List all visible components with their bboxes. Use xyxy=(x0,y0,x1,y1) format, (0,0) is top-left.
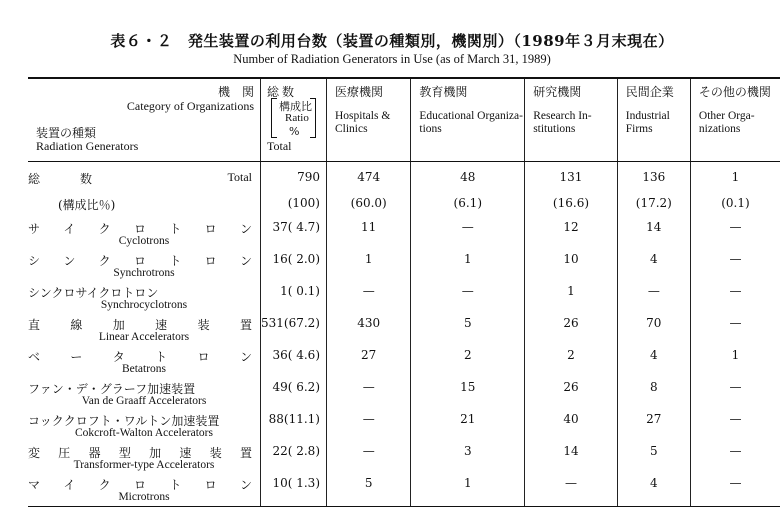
ratio-total-cell: (100) xyxy=(261,194,327,218)
generator-name-char: ン xyxy=(239,222,252,236)
table-row xyxy=(28,378,780,410)
value-cell: 10 xyxy=(525,250,618,282)
value-cell: — xyxy=(690,474,780,507)
generator-name-en: Transformer-type Accelerators xyxy=(73,459,215,471)
value-cell: — xyxy=(690,314,780,346)
org-header-jp: 民間企業 xyxy=(625,85,674,99)
value-cell: 474 xyxy=(327,162,411,195)
value-cell: 2 xyxy=(525,346,618,378)
generator-name-char: シンクロサイクロトロン xyxy=(28,286,159,300)
total-cell: 36( 4.6) xyxy=(261,346,327,378)
value-cell: 27 xyxy=(617,410,690,442)
value-cell: 11 xyxy=(327,218,411,250)
generator-name-en: Synchrocyclotrons xyxy=(100,299,188,311)
value-cell: — xyxy=(411,218,525,250)
table-row xyxy=(28,250,780,282)
generator-name-char: サ xyxy=(28,222,41,236)
value-cell: 26 xyxy=(525,314,618,346)
value-cell: — xyxy=(690,218,780,250)
generator-name-char: タ xyxy=(112,350,125,364)
percent-label: % xyxy=(289,125,300,138)
value-cell: — xyxy=(690,250,780,282)
table-row xyxy=(28,282,780,314)
generator-name-char: ト xyxy=(169,254,182,268)
value-cell: — xyxy=(525,474,618,507)
total-cell: 790 xyxy=(261,162,327,195)
row-label xyxy=(28,474,261,507)
value-cell: 12 xyxy=(525,218,618,250)
total-cell: 10( 1.3) xyxy=(261,474,327,507)
generator-name-char: ン xyxy=(239,254,252,268)
generator-name-char: 型 xyxy=(118,446,131,460)
generator-name-char: 速 xyxy=(155,318,168,332)
generator-label-jp: 装置の種類 xyxy=(36,126,97,140)
value-cell: 1 xyxy=(525,282,618,314)
org-header-industrial xyxy=(617,78,690,162)
organization-label-en: Category of Organizations xyxy=(126,99,254,113)
generator-name-char: ロ xyxy=(197,350,210,364)
value-cell: — xyxy=(690,410,780,442)
org-header-research xyxy=(525,78,618,162)
value-cell: — xyxy=(617,282,690,314)
generator-name-char: ロ xyxy=(133,478,146,492)
table-row xyxy=(28,346,780,378)
ratio-label-jp: 構成比 xyxy=(279,100,312,113)
total-label-jp: 総 数 xyxy=(28,172,107,186)
org-header-en: Research In- stitutions xyxy=(533,110,592,135)
generator-name-char: 置 xyxy=(239,318,252,332)
ratio-cell: (0.1) xyxy=(690,194,780,218)
value-cell: 15 xyxy=(411,378,525,410)
row-label xyxy=(28,218,261,250)
generator-name-en: Cokcroft-Walton Accelerators xyxy=(75,427,213,439)
value-cell: 5 xyxy=(617,442,690,474)
org-header-en: Industrial Firms xyxy=(625,110,670,135)
category-header xyxy=(28,78,261,162)
value-cell: — xyxy=(690,442,780,474)
value-cell: 131 xyxy=(525,162,618,195)
generator-name-char: ク xyxy=(98,222,111,236)
org-header-other xyxy=(690,78,780,162)
org-header-jp: 医療機関 xyxy=(335,85,384,99)
generator-name-char: シ xyxy=(28,254,41,268)
total-cell: 22( 2.8) xyxy=(261,442,327,474)
generator-name-char: イ xyxy=(63,222,76,236)
generator-name-char: コッククロフト・ワルトン加速装置 xyxy=(28,414,220,428)
generator-name-char: 直 xyxy=(28,318,41,332)
org-header-en: Other Orga- nizations xyxy=(698,110,755,135)
total-label-jp: 総数 xyxy=(267,85,298,99)
table-subtitle: Number of Radiation Generators in Use (as of March 31, 1989) xyxy=(233,52,551,66)
table-row xyxy=(28,442,780,474)
org-header-en: Educational Organiza- tions xyxy=(419,110,523,135)
value-cell: — xyxy=(411,282,525,314)
org-header-hospitals xyxy=(327,78,411,162)
total-cell: 49( 6.2) xyxy=(261,378,327,410)
value-cell: 21 xyxy=(411,410,525,442)
total-header xyxy=(261,78,327,162)
value-cell: 1 xyxy=(327,250,411,282)
value-cell: 136 xyxy=(617,162,690,195)
org-header-en: Hospitals & Clinics xyxy=(335,110,391,135)
value-cell: — xyxy=(327,410,411,442)
total-label-en: Total xyxy=(227,170,252,184)
generator-name-char: ロ xyxy=(133,222,146,236)
value-cell: 5 xyxy=(327,474,411,507)
generator-name-char: ン xyxy=(239,478,252,492)
generator-name-char: ファン・デ・グラーフ加速装置 xyxy=(28,382,196,396)
table-row xyxy=(28,314,780,346)
generator-label-en: Radiation Generators xyxy=(36,139,139,153)
ratio-cell: (17.2) xyxy=(617,194,690,218)
total-cell: 531(67.2) xyxy=(261,314,327,346)
total-cell: 88(11.1) xyxy=(261,410,327,442)
row-label xyxy=(28,194,261,218)
generator-name-char: イ xyxy=(63,478,76,492)
row-label xyxy=(28,442,261,474)
generator-name-char: 速 xyxy=(179,446,192,460)
value-cell: 26 xyxy=(525,378,618,410)
value-cell: 1 xyxy=(690,346,780,378)
generator-name-char: ロ xyxy=(204,478,217,492)
generator-name-char: ン xyxy=(63,254,76,268)
value-cell: — xyxy=(690,282,780,314)
value-cell: 430 xyxy=(327,314,411,346)
value-cell: 8 xyxy=(617,378,690,410)
table-body xyxy=(28,162,780,507)
org-header-jp: 研究機関 xyxy=(533,85,582,99)
ratio-label: (構成比％) xyxy=(58,198,116,212)
generator-name-char: 置 xyxy=(239,446,252,460)
row-label xyxy=(28,346,261,378)
value-cell: 4 xyxy=(617,474,690,507)
generator-name-en: Microtrons xyxy=(118,491,170,503)
total-cell: 16( 2.0) xyxy=(261,250,327,282)
value-cell: 5 xyxy=(411,314,525,346)
generator-name-char: ト xyxy=(155,350,168,364)
generator-name-char: ベ xyxy=(28,350,41,364)
generator-name-char: 装 xyxy=(197,318,210,332)
radiation-generators-table xyxy=(28,77,780,507)
ratio-label-en: Ratio xyxy=(285,112,309,124)
table-row xyxy=(28,410,780,442)
row-label xyxy=(28,282,261,314)
generator-name-en: Cyclotrons xyxy=(118,235,170,247)
value-cell: 40 xyxy=(525,410,618,442)
row-label xyxy=(28,250,261,282)
row-label xyxy=(28,410,261,442)
value-cell: 2 xyxy=(411,346,525,378)
value-cell: — xyxy=(327,442,411,474)
value-cell: 14 xyxy=(617,218,690,250)
bracket-left xyxy=(271,98,277,138)
generator-name-char: 線 xyxy=(70,318,83,332)
ratio-cell: (6.1) xyxy=(411,194,525,218)
value-cell: 14 xyxy=(525,442,618,474)
value-cell: — xyxy=(327,378,411,410)
generator-name-char: ト xyxy=(169,478,182,492)
table-row xyxy=(28,474,780,507)
value-cell: 1 xyxy=(411,250,525,282)
generator-name-char: ン xyxy=(239,350,252,364)
org-header-jp: その他の機関 xyxy=(698,85,771,99)
generator-name-char: ー xyxy=(70,350,83,364)
organization-label-jp: 機 関 xyxy=(217,85,254,99)
ratio-cell: (16.6) xyxy=(525,194,618,218)
generator-name-en: Van de Graaff Accelerators xyxy=(81,395,207,407)
value-cell: 4 xyxy=(617,346,690,378)
generator-name-char: ク xyxy=(98,478,111,492)
value-cell: 48 xyxy=(411,162,525,195)
total-label-en: Total xyxy=(267,139,292,153)
generator-name-en: Synchrotrons xyxy=(113,267,175,279)
value-cell: 3 xyxy=(411,442,525,474)
value-cell: — xyxy=(690,378,780,410)
org-header-educational xyxy=(411,78,525,162)
generator-name-char: ク xyxy=(98,254,111,268)
generator-name-char: マ xyxy=(28,478,41,492)
generator-name-char: 器 xyxy=(88,446,101,460)
org-header-jp: 教育機関 xyxy=(419,85,468,99)
total-row xyxy=(28,162,780,195)
generator-name-char: ロ xyxy=(204,222,217,236)
value-cell: 1 xyxy=(690,162,780,195)
row-label xyxy=(28,378,261,410)
total-cell: 37( 4.7) xyxy=(261,218,327,250)
table-row xyxy=(28,218,780,250)
value-cell: 27 xyxy=(327,346,411,378)
ratio-row xyxy=(28,194,780,218)
generator-name-char: 変 xyxy=(28,446,41,460)
row-label xyxy=(28,314,261,346)
value-cell: 4 xyxy=(617,250,690,282)
value-cell: 70 xyxy=(617,314,690,346)
generator-name-en: Betatrons xyxy=(121,363,167,375)
generator-name-char: 圧 xyxy=(58,446,71,460)
total-cell: 1( 0.1) xyxy=(261,282,327,314)
generator-name-char: ロ xyxy=(204,254,217,268)
generator-name-char: 装 xyxy=(209,446,222,460)
header-row xyxy=(28,78,780,162)
generator-name-char: 加 xyxy=(149,446,162,460)
value-cell: 1 xyxy=(411,474,525,507)
row-label xyxy=(28,162,261,195)
ratio-cell: (60.0) xyxy=(327,194,411,218)
value-cell: — xyxy=(327,282,411,314)
generator-name-char: ロ xyxy=(133,254,146,268)
generator-name-char: 加 xyxy=(112,318,125,332)
generator-name-char: ト xyxy=(169,222,182,236)
table-title: 表６・２ 発生装置の利用台数（装置の種類別，機関別）（1989年３月末現在） xyxy=(110,32,674,50)
generator-name-en: Linear Accelerators xyxy=(98,331,190,343)
